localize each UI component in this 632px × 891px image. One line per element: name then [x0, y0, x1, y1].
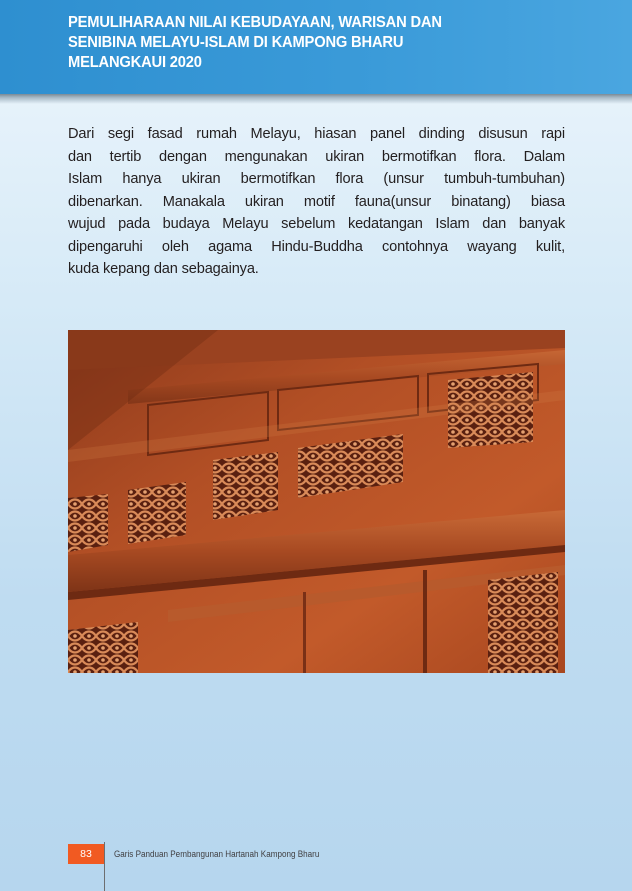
paragraph-line: Islam hanya ukiran bermotifkan flora (unsur tumbuh-tumbuhan)	[68, 171, 565, 187]
footer-publication-title: Garis Panduan Pembangunan Hartanah Kampong Bharu	[114, 849, 320, 859]
page-title-line: SENIBINA MELAYU-ISLAM DI KAMPONG BHARU	[68, 34, 404, 51]
paragraph-line: dan tertib dengan mengunakan ukiran bermotifkan flora. Dalam	[68, 148, 565, 165]
paragraph-line: dibenarkan. Manakala ukiran motif fauna(unsur binatang) biasa	[68, 193, 565, 210]
paragraph-line: kuda kepang dan sebagainya.	[68, 261, 259, 277]
carved-wood-panel-photo	[68, 330, 565, 673]
body-paragraph	[68, 123, 565, 281]
paragraph-line: wujud pada budaya Melayu sebelum kedatangan Islam dan banyak	[68, 216, 565, 232]
paragraph-line: Dari segi fasad rumah Melayu, hiasan panel dinding disusun rapi	[68, 126, 565, 142]
footer-divider	[104, 842, 105, 891]
page-title	[68, 13, 585, 73]
page-title-line: MELANGKAUI 2020	[68, 54, 202, 71]
paragraph-line: dipengaruhi oleh agama Hindu-Buddha contohnya wayang kulit,	[68, 238, 565, 255]
page-number: 83	[68, 844, 104, 864]
header-banner	[0, 0, 632, 94]
header-shadow	[0, 94, 632, 104]
page-title-line: PEMULIHARAAN NILAI KEBUDAYAAN, WARISAN DAN	[68, 14, 442, 31]
